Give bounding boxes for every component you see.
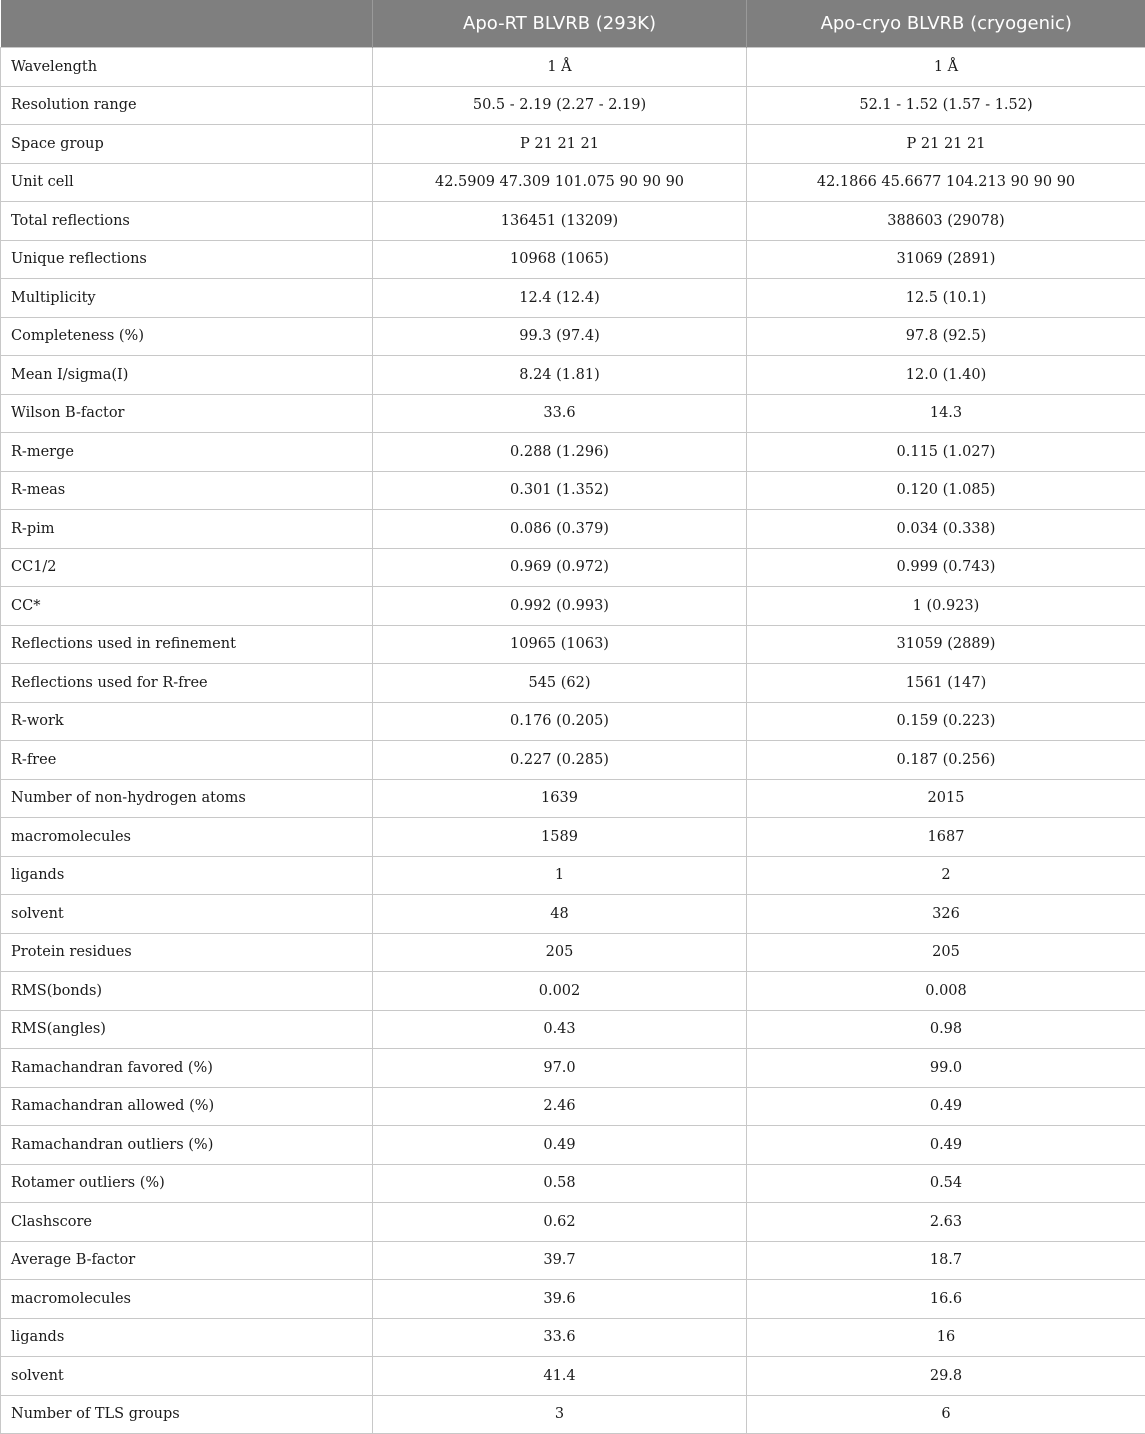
table-row <box>1 510 1145 549</box>
apo-rt-value: 10965 (1063) <box>373 625 747 664</box>
row-label: Reflections used for R-free <box>1 664 373 703</box>
apo-rt-value: 39.6 <box>373 1280 747 1319</box>
apo-rt-value: 10968 (1065) <box>373 240 747 279</box>
row-label: Average B-factor <box>1 1241 373 1280</box>
row-label: macromolecules <box>1 1280 373 1319</box>
apo-cryo-value: 1 Å <box>747 48 1145 87</box>
table-row <box>1 1049 1145 1088</box>
header-apo-rt: Apo-RT BLVRB (293K) <box>373 0 747 48</box>
row-label: R-work <box>1 702 373 741</box>
row-label: Multiplicity <box>1 279 373 318</box>
table-row <box>1 972 1145 1011</box>
table-row <box>1 394 1145 433</box>
row-label: Number of TLS groups <box>1 1395 373 1434</box>
apo-cryo-value: 0.49 <box>747 1126 1145 1165</box>
apo-cryo-value: 2 <box>747 856 1145 895</box>
row-label: Ramachandran favored (%) <box>1 1049 373 1088</box>
apo-cryo-value: 0.49 <box>747 1087 1145 1126</box>
apo-rt-value: 0.086 (0.379) <box>373 510 747 549</box>
row-label: macromolecules <box>1 818 373 857</box>
row-label: RMS(angles) <box>1 1010 373 1049</box>
apo-cryo-value: 6 <box>747 1395 1145 1434</box>
table-row <box>1 702 1145 741</box>
apo-cryo-value: 31069 (2891) <box>747 240 1145 279</box>
apo-rt-value: 0.176 (0.205) <box>373 702 747 741</box>
apo-cryo-value: 12.0 (1.40) <box>747 356 1145 395</box>
table-row <box>1 279 1145 318</box>
apo-rt-value: 8.24 (1.81) <box>373 356 747 395</box>
apo-cryo-value: 0.159 (0.223) <box>747 702 1145 741</box>
table-row <box>1 664 1145 703</box>
row-label: Unique reflections <box>1 240 373 279</box>
apo-cryo-value: 31059 (2889) <box>747 625 1145 664</box>
apo-cryo-value: 0.999 (0.743) <box>747 548 1145 587</box>
apo-cryo-value: 14.3 <box>747 394 1145 433</box>
table-row <box>1 625 1145 664</box>
row-label: Mean I/sigma(I) <box>1 356 373 395</box>
table-row <box>1 1395 1145 1434</box>
table-row <box>1 933 1145 972</box>
table-row <box>1 48 1145 87</box>
table-row <box>1 1203 1145 1242</box>
row-label: Wilson B-factor <box>1 394 373 433</box>
table-row <box>1 86 1145 125</box>
apo-cryo-value: 16 <box>747 1318 1145 1357</box>
table-body <box>1 48 1145 1434</box>
table-row <box>1 1318 1145 1357</box>
apo-rt-value: 136451 (13209) <box>373 202 747 241</box>
apo-cryo-value: 2015 <box>747 779 1145 818</box>
row-label: ligands <box>1 1318 373 1357</box>
row-label: Ramachandran outliers (%) <box>1 1126 373 1165</box>
apo-cryo-value: 97.8 (92.5) <box>747 317 1145 356</box>
table-row <box>1 856 1145 895</box>
apo-rt-value: 0.49 <box>373 1126 747 1165</box>
table-row <box>1 1357 1145 1396</box>
apo-rt-value: 2.46 <box>373 1087 747 1126</box>
table-row <box>1 125 1145 164</box>
row-label: Total reflections <box>1 202 373 241</box>
table-row <box>1 1010 1145 1049</box>
header-apo-cryo: Apo-cryo BLVRB (cryogenic) <box>747 0 1145 48</box>
apo-rt-value: 33.6 <box>373 1318 747 1357</box>
apo-cryo-value: 18.7 <box>747 1241 1145 1280</box>
apo-rt-value: 42.5909 47.309 101.075 90 90 90 <box>373 163 747 202</box>
apo-rt-value: 0.58 <box>373 1164 747 1203</box>
row-label: R-meas <box>1 471 373 510</box>
apo-rt-value: 0.969 (0.972) <box>373 548 747 587</box>
table-row <box>1 317 1145 356</box>
row-label: Clashscore <box>1 1203 373 1242</box>
table-row <box>1 356 1145 395</box>
row-label: ligands <box>1 856 373 895</box>
row-label: solvent <box>1 1357 373 1396</box>
table-row <box>1 433 1145 472</box>
apo-rt-value: 39.7 <box>373 1241 747 1280</box>
apo-cryo-value: 42.1866 45.6677 104.213 90 90 90 <box>747 163 1145 202</box>
apo-cryo-value: 1 (0.923) <box>747 587 1145 626</box>
row-label: Completeness (%) <box>1 317 373 356</box>
apo-cryo-value: 1561 (147) <box>747 664 1145 703</box>
apo-rt-value: 12.4 (12.4) <box>373 279 747 318</box>
apo-rt-value: 50.5 - 2.19 (2.27 - 2.19) <box>373 86 747 125</box>
apo-rt-value: 0.992 (0.993) <box>373 587 747 626</box>
row-label: R-free <box>1 741 373 780</box>
table-header <box>1 0 1145 48</box>
row-label: Reflections used in refinement <box>1 625 373 664</box>
apo-cryo-value: 0.54 <box>747 1164 1145 1203</box>
apo-rt-value: 0.227 (0.285) <box>373 741 747 780</box>
row-label: R-merge <box>1 433 373 472</box>
apo-rt-value: 205 <box>373 933 747 972</box>
apo-rt-value: 0.62 <box>373 1203 747 1242</box>
apo-cryo-value: 0.187 (0.256) <box>747 741 1145 780</box>
table-row <box>1 548 1145 587</box>
apo-cryo-value: 99.0 <box>747 1049 1145 1088</box>
table-row <box>1 1241 1145 1280</box>
apo-rt-value: 0.288 (1.296) <box>373 433 747 472</box>
row-label: Unit cell <box>1 163 373 202</box>
apo-rt-value: 48 <box>373 895 747 934</box>
apo-rt-value: 97.0 <box>373 1049 747 1088</box>
apo-rt-value: 33.6 <box>373 394 747 433</box>
row-label: R-pim <box>1 510 373 549</box>
apo-cryo-value: 0.008 <box>747 972 1145 1011</box>
apo-rt-value: 1 Å <box>373 48 747 87</box>
row-label: CC* <box>1 587 373 626</box>
apo-cryo-value: 29.8 <box>747 1357 1145 1396</box>
table-row <box>1 240 1145 279</box>
apo-cryo-value: 52.1 - 1.52 (1.57 - 1.52) <box>747 86 1145 125</box>
row-label: solvent <box>1 895 373 934</box>
row-label: Rotamer outliers (%) <box>1 1164 373 1203</box>
apo-cryo-value: 205 <box>747 933 1145 972</box>
apo-cryo-value: 0.034 (0.338) <box>747 510 1145 549</box>
apo-rt-value: 0.002 <box>373 972 747 1011</box>
apo-rt-value: 41.4 <box>373 1357 747 1396</box>
apo-rt-value: 3 <box>373 1395 747 1434</box>
row-label: Resolution range <box>1 86 373 125</box>
apo-cryo-value: 0.98 <box>747 1010 1145 1049</box>
table-row <box>1 471 1145 510</box>
apo-rt-value: 1 <box>373 856 747 895</box>
apo-cryo-value: 1687 <box>747 818 1145 857</box>
table-row <box>1 1087 1145 1126</box>
table-row <box>1 741 1145 780</box>
apo-cryo-value: 0.115 (1.027) <box>747 433 1145 472</box>
row-label: Wavelength <box>1 48 373 87</box>
apo-rt-value: P 21 21 21 <box>373 125 747 164</box>
apo-cryo-value: 388603 (29078) <box>747 202 1145 241</box>
table-row <box>1 163 1145 202</box>
table-row <box>1 1164 1145 1203</box>
apo-rt-value: 0.43 <box>373 1010 747 1049</box>
table-row <box>1 895 1145 934</box>
apo-cryo-value: 12.5 (10.1) <box>747 279 1145 318</box>
table-row <box>1 818 1145 857</box>
row-label: Ramachandran allowed (%) <box>1 1087 373 1126</box>
apo-rt-value: 0.301 (1.352) <box>373 471 747 510</box>
apo-cryo-value: P 21 21 21 <box>747 125 1145 164</box>
row-label: Space group <box>1 125 373 164</box>
apo-rt-value: 99.3 (97.4) <box>373 317 747 356</box>
row-label: RMS(bonds) <box>1 972 373 1011</box>
apo-rt-value: 545 (62) <box>373 664 747 703</box>
apo-rt-value: 1589 <box>373 818 747 857</box>
table-row <box>1 1126 1145 1165</box>
apo-cryo-value: 16.6 <box>747 1280 1145 1319</box>
table-row <box>1 587 1145 626</box>
header-row <box>1 0 1145 48</box>
row-label: Number of non-hydrogen atoms <box>1 779 373 818</box>
apo-cryo-value: 2.63 <box>747 1203 1145 1242</box>
apo-cryo-value: 326 <box>747 895 1145 934</box>
row-label: Protein residues <box>1 933 373 972</box>
header-blank <box>1 0 373 48</box>
row-label: CC1/2 <box>1 548 373 587</box>
apo-cryo-value: 0.120 (1.085) <box>747 471 1145 510</box>
table-row <box>1 779 1145 818</box>
table-row <box>1 1280 1145 1319</box>
table-row <box>1 202 1145 241</box>
apo-rt-value: 1639 <box>373 779 747 818</box>
